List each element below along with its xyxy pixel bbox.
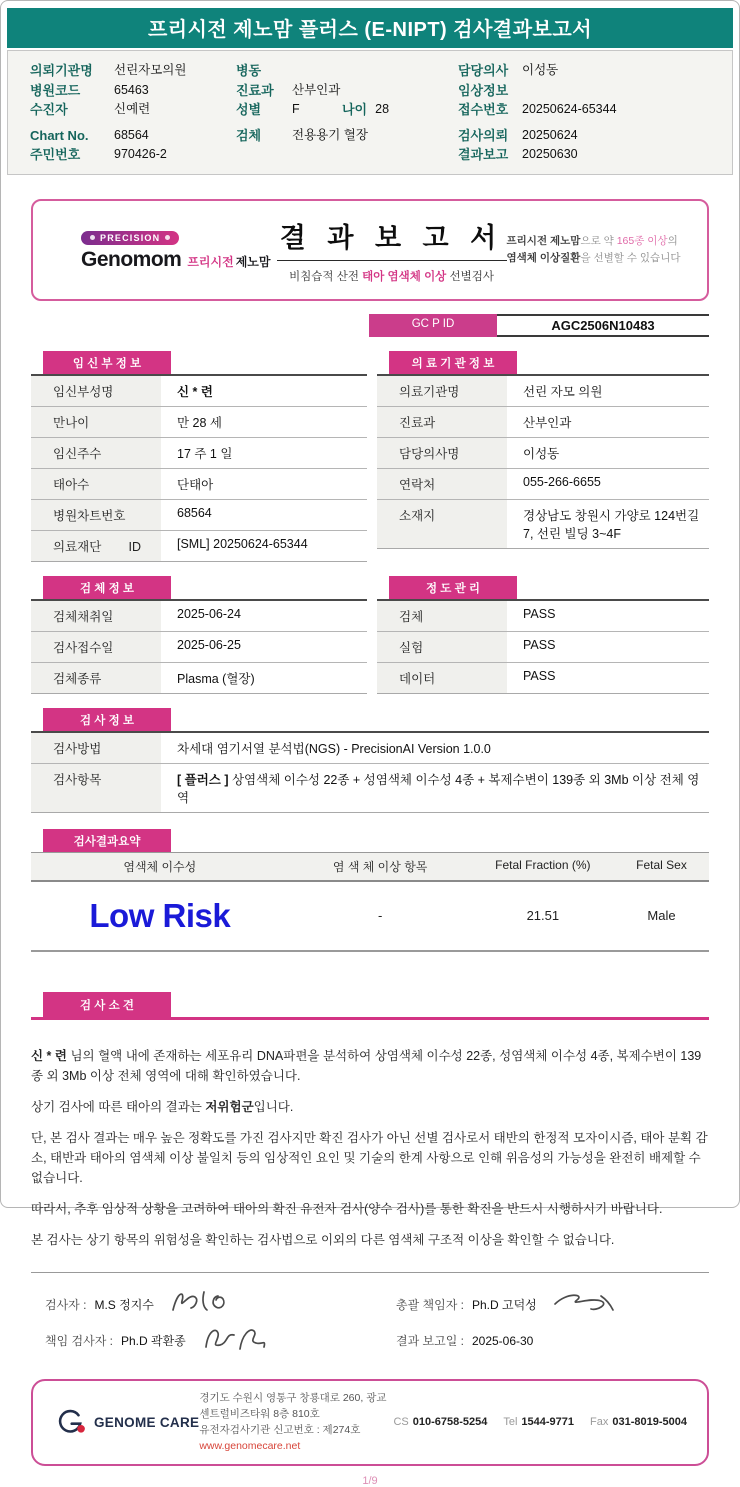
- table-row: 병원차트번호 68564: [31, 500, 367, 531]
- field-label: 수진자: [30, 102, 68, 117]
- field-label: 검체: [236, 127, 262, 143]
- precision-badge-label: PRECISION: [100, 232, 161, 243]
- director-signature-row: [396, 1287, 695, 1323]
- patient-header-col3: [458, 61, 722, 165]
- table-row: 임신주수 17 주 1 일: [31, 438, 367, 469]
- field-label: 접수번호: [458, 102, 509, 117]
- table-row: 데이터 PASS: [377, 663, 709, 693]
- report-subtitle: 비침습적 산전 태아 염색체 이상 선별검사: [289, 270, 494, 283]
- info-tables-row1: [31, 351, 709, 562]
- director-label: 총괄 책임자 :: [396, 1298, 464, 1312]
- field-label: 진료과: [236, 82, 274, 98]
- qc-tab: 정 도 관 리: [389, 576, 517, 599]
- footer-tel: Tel 1544-9771: [503, 1416, 575, 1429]
- test-info-table: [31, 731, 709, 813]
- summary-col-fetal-sex: Fetal Sex: [636, 857, 687, 872]
- result-summary-section: [31, 829, 709, 952]
- field-sex-age: [236, 100, 458, 120]
- fetal-sex-value: Male: [647, 908, 676, 923]
- table-row: 소재지 경상남도 창원시 가양로 124번길 7, 선린 빌딩 3~4F: [377, 500, 709, 548]
- report-date-value: 2025-06-30: [471, 1333, 534, 1348]
- opinion-paragraph: 따라서, 추후 임상적 상황을 고려하여 태아의 확진 유전자 검사(양수 검사)를 통한 확진을 반드시 시행하시기 바랍니다.: [31, 1201, 663, 1216]
- low-risk-value: Low Risk: [89, 896, 231, 934]
- genome-care-wordmark: GENOME CARE: [94, 1414, 200, 1430]
- opinion-body: [31, 1046, 709, 1250]
- field-ward: [236, 61, 458, 81]
- field-report-date: [458, 145, 722, 165]
- genomom-logo: [81, 227, 277, 272]
- genome-care-logo: [53, 1407, 199, 1437]
- footer-cs: CS 010-6758-5254: [393, 1416, 488, 1429]
- field-receipt-no: [458, 100, 722, 120]
- page-number: 1/9: [362, 1474, 378, 1487]
- summary-col-abnormal-item: 염 색 체 이상 항목: [332, 859, 428, 874]
- field-requesting-org: [30, 61, 236, 81]
- footer-contacts: [393, 1416, 687, 1428]
- field-patient-name: [30, 100, 236, 120]
- clinic-info-table: [377, 374, 709, 549]
- opinion-paragraph: 상기 검사에 따른 태아의 결과는 저위험군입니다.: [31, 1099, 294, 1114]
- report-title: 결 과 보 고 서: [279, 222, 504, 253]
- brand-name: Genomom: [81, 248, 182, 271]
- field-value: 20250630: [522, 147, 578, 161]
- qc-table: [377, 599, 709, 694]
- table-row: 검체 PASS: [377, 601, 709, 632]
- mother-info-table: [31, 374, 367, 562]
- table-row: 검체종류 Plasma (혈장): [31, 663, 367, 693]
- field-department: [236, 81, 458, 101]
- report-body: [1, 199, 739, 1487]
- brand-kr-dark: 제노맘: [235, 255, 271, 269]
- field-value: 68564: [114, 127, 149, 142]
- mother-info-tab: 임 신 부 정 보: [43, 351, 171, 374]
- chief-tester-label: 책임 검사자 :: [45, 1334, 113, 1348]
- field-clinical-info: [458, 81, 722, 101]
- test-info-section: [31, 708, 709, 813]
- specimen-info-section: [31, 576, 367, 694]
- tester-signature-icon: [168, 1286, 238, 1318]
- field-label: 임상정보: [458, 82, 509, 98]
- footer-website-link[interactable]: www.genomecare.net: [199, 1440, 301, 1453]
- tester-signature-row: [45, 1287, 396, 1323]
- director-signature-icon: [551, 1288, 617, 1316]
- test-info-tab: 검 사 정 보: [43, 708, 171, 731]
- gcpid-label: GC P ID: [369, 314, 497, 337]
- footer-license-line: 유전자검사기관 신고번호 : 제274호: [199, 1424, 361, 1437]
- summary-col-fetal-fraction: Fetal Fraction (%): [495, 857, 591, 872]
- field-label: 나이: [342, 102, 368, 117]
- specimen-info-tab: 검 체 정 보: [43, 576, 171, 599]
- field-value: F: [292, 102, 300, 116]
- tester-label: 검사자 :: [45, 1298, 87, 1312]
- field-label: 검사의뢰: [458, 127, 509, 143]
- field-label: Chart No.: [30, 127, 89, 143]
- report-date-label: 결과 보고일 :: [396, 1334, 464, 1348]
- table-row: 검사항목 [ 플러스 ] 상염색체 이수성 22종 + 성염색체 이수성 4종 + 복제수변이 139종 외 3Mb 이상 전체 영역: [31, 764, 709, 812]
- badge-dot-icon: [90, 235, 95, 240]
- field-value: 28: [375, 102, 390, 116]
- field-value: 신예련: [114, 102, 151, 116]
- clinic-info-tab: 의 료 기 관 정 보: [389, 351, 517, 374]
- table-row: 검사방법 차세대 염기서열 분석법(NGS) - PrecisionAI Version 1.0.0: [31, 733, 709, 764]
- genome-care-mark-icon: [53, 1407, 87, 1437]
- field-value: 20250624: [522, 127, 578, 142]
- table-row: 의료재단 ID [SML] 20250624-65344: [31, 531, 367, 561]
- footer-address: [199, 1390, 393, 1455]
- field-value: 970426-2: [114, 147, 167, 161]
- report-side-note: 프리시전 제노맘으로 약 165종 이상의 염색체 이상질환을 선별할 수 있습니다: [506, 235, 681, 264]
- field-specimen: [236, 126, 458, 146]
- patient-header-col1: [30, 61, 236, 165]
- chief-tester-signature-row: [45, 1323, 396, 1359]
- mother-info-section: [31, 351, 367, 562]
- field-label: 병동: [236, 63, 262, 78]
- abnormal-item-value: -: [377, 908, 383, 923]
- signature-section: [31, 1272, 709, 1365]
- table-row: 만나이 만 28 세: [31, 407, 367, 438]
- summary-header-row: [31, 852, 709, 882]
- brand-line: [81, 248, 277, 272]
- opinion-paragraph: 단, 본 검사 결과는 매우 높은 정확도를 가진 검사지만 확진 검사가 아닌 선별 검사로서 태반의 한정적 모자이시즘, 태아 분획 감소, 태반과 태아의 염색체 이상 불일치 등의 임상적인 요인 및 기술의 한계 사항으로 인해 위음성의 가능성을 완전히 배제할 수 없습니다.: [31, 1130, 708, 1185]
- report-title-block: [277, 216, 507, 284]
- director-name: Ph.D 고덕성: [471, 1298, 537, 1312]
- opinion-paragraph: 신 * 련 님의 혈액 내에 존재하는 세포유리 DNA파편을 분석하여 상염색체 이수성 22종, 성염색체 이수성 4종, 복제수변이 139종 외 3Mb 이상 전체 영역에 대해 확인하였습니다.: [31, 1048, 702, 1083]
- signature-right: [396, 1287, 695, 1359]
- footer-fax: Fax 031-8019-5004: [590, 1416, 687, 1429]
- field-label: 성별: [236, 102, 262, 117]
- field-label: 결과보고: [458, 147, 509, 162]
- badge-dot-icon: [165, 235, 170, 240]
- field-label: 병원코드: [30, 82, 81, 98]
- patient-header-col2: [236, 61, 458, 165]
- precision-badge: [81, 231, 179, 245]
- field-label: 담당의사: [458, 63, 509, 78]
- field-label: 주민번호: [30, 147, 81, 162]
- field-label: 의뢰기관명: [30, 63, 93, 78]
- result-report-card: [31, 199, 709, 301]
- qc-section: [377, 576, 709, 694]
- table-row: 검체채취일 2025-06-24: [31, 601, 367, 632]
- opinion-tab: 검 사 소 견: [43, 992, 171, 1017]
- field-value: 전용용기 혈장: [292, 127, 368, 142]
- summary-col-aneuploidy: 염색체 이수성: [123, 859, 197, 874]
- clinic-info-section: [377, 351, 709, 562]
- table-row: 연락처 055-266-6655: [377, 469, 709, 500]
- table-row: 의료기관명 선린 자모 의원: [377, 376, 709, 407]
- gcpid-row: [31, 314, 709, 337]
- table-row: 진료과 산부인과: [377, 407, 709, 438]
- table-row: 임신부성명 신 * 련: [31, 376, 367, 407]
- footer-card: [31, 1379, 709, 1466]
- field-request-date: [458, 126, 722, 146]
- title-underline: [277, 260, 507, 261]
- footer-address-line1: 경기도 수원시 영통구 창룡대로 260, 광교 센트럴비즈타워 8층 810호: [199, 1391, 387, 1420]
- summary-result-row: [31, 882, 709, 952]
- field-hospital-code: [30, 81, 236, 101]
- brand-kr-pink: 프리시전: [187, 255, 234, 269]
- field-chart-no: [30, 126, 236, 146]
- tester-name: M.S 정지수: [94, 1298, 154, 1312]
- field-value: 선린자모의원: [114, 63, 187, 77]
- field-doctor: [458, 61, 722, 81]
- table-row: 담당의사명 이성동: [377, 438, 709, 469]
- report-date-row: [396, 1323, 695, 1359]
- report-banner: [7, 8, 733, 48]
- fetal-fraction-value: 21.51: [526, 908, 560, 923]
- field-value: 이성동: [522, 63, 559, 77]
- chief-signature-icon: [200, 1321, 272, 1355]
- field-value: 65463: [114, 82, 149, 97]
- chief-tester-name: Ph.D 곽환종: [120, 1334, 186, 1348]
- field-value: 산부인과: [292, 82, 341, 97]
- table-row: 실험 PASS: [377, 632, 709, 663]
- table-row: 검사접수일 2025-06-25: [31, 632, 367, 663]
- gcpid-value: AGC2506N10483: [497, 314, 709, 337]
- specimen-info-table: [31, 599, 367, 694]
- result-risk: [31, 897, 289, 935]
- patient-header: [7, 50, 733, 175]
- info-tables-row2: [31, 576, 709, 694]
- report-banner-title: 프리시전 제노맘 플러스 (E-NIPT) 검사결과보고서: [147, 19, 593, 41]
- opinion-section-header: [31, 992, 709, 1020]
- field-resident-no: [30, 145, 236, 165]
- result-summary-tab: 검사결과요약: [43, 829, 171, 852]
- field-value: 20250624-65344: [522, 102, 617, 116]
- opinion-paragraph: 본 검사는 상기 항목의 위험성을 확인하는 검사법으로 이외의 다른 염색체 구조적 이상을 확인할 수 없습니다.: [31, 1232, 615, 1247]
- table-row: 태아수 단태아: [31, 469, 367, 500]
- signature-left: [45, 1287, 396, 1359]
